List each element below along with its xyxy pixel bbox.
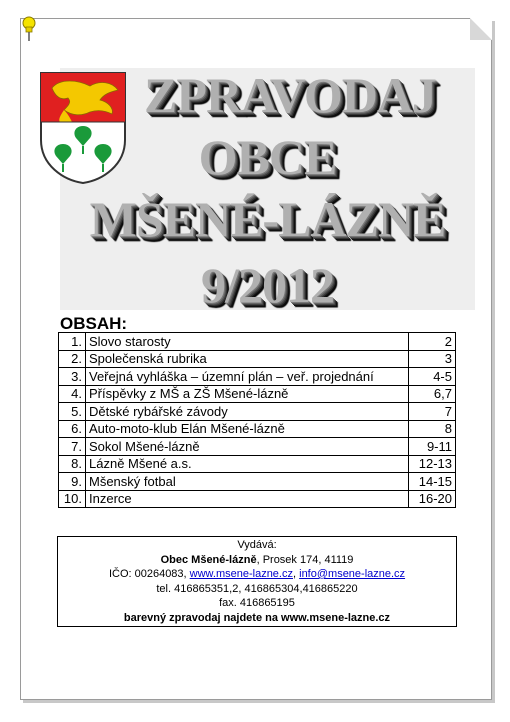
toc-row <box>59 350 456 368</box>
toc-row <box>59 368 456 386</box>
toc-number: 4. <box>59 385 86 403</box>
toc-row <box>59 333 456 351</box>
pushpin-icon <box>20 16 38 42</box>
toc-pages: 8 <box>409 420 456 438</box>
toc-number: 5. <box>59 403 86 421</box>
toc-number: 10. <box>59 490 86 508</box>
toc-row <box>59 473 456 491</box>
toc-pages: 14-15 <box>409 473 456 491</box>
toc-pages: 9-11 <box>409 438 456 456</box>
toc-title: Sokol Mšené-lázně <box>86 438 409 456</box>
toc-row <box>59 385 456 403</box>
toc-title: Společenská rubrika <box>86 350 409 368</box>
title-line-2: OBCE <box>198 129 337 185</box>
toc-number: 3. <box>59 368 86 386</box>
publisher-label: Vydává: <box>237 539 277 551</box>
publisher-note: barevný zpravodaj najdete na www.msene-lazne.cz <box>123 611 391 624</box>
toc-number: 1. <box>59 333 86 351</box>
coat-of-arms <box>38 70 128 185</box>
toc-pages: 3 <box>409 350 456 368</box>
publisher-ico: IČO: 00264083, <box>108 568 190 580</box>
toc-number: 6. <box>59 420 86 438</box>
toc-number: 8. <box>59 455 86 473</box>
toc-title: Mšenský fotbal <box>86 473 409 491</box>
link-separator: , <box>293 568 300 580</box>
email-link[interactable]: info@msene-lazne.cz <box>299 568 406 580</box>
toc-title: Příspěvky z MŠ a ZŠ Mšené-lázně <box>86 385 409 403</box>
toc-row <box>59 420 456 438</box>
toc-pages: 2 <box>409 333 456 351</box>
publisher-address: , Prosek 174, 41119 <box>256 553 354 566</box>
publisher-name: Obec Mšené-lázně <box>160 553 257 566</box>
toc-title: Inzerce <box>86 490 409 508</box>
contents-table <box>58 332 456 508</box>
toc-pages: 16-20 <box>409 490 456 508</box>
toc-title: Dětské rybářské závody <box>86 403 409 421</box>
page-fold <box>470 18 492 40</box>
toc-title: Slovo starosty <box>86 333 409 351</box>
toc-pages: 7 <box>409 403 456 421</box>
website-link[interactable]: www.msene-lazne.cz <box>189 568 293 580</box>
toc-row <box>59 438 456 456</box>
publisher-box <box>57 536 457 627</box>
toc-row <box>59 490 456 508</box>
publisher-tel: tel. 416865351,2, 416865304,416865220 <box>156 582 358 595</box>
publisher-contact-line <box>58 567 456 582</box>
toc-pages: 6,7 <box>409 385 456 403</box>
publisher-address-line <box>58 553 456 568</box>
toc-title: Auto-moto-klub Elán Mšené-lázně <box>86 420 409 438</box>
title-line-4: 9/2012 <box>201 257 334 313</box>
toc-number: 9. <box>59 473 86 491</box>
title-line-3: MŠENÉ-LÁZNĚ <box>89 191 446 247</box>
toc-pages: 4-5 <box>409 368 456 386</box>
contents-heading: OBSAH: <box>60 314 128 333</box>
toc-pages: 12-13 <box>409 455 456 473</box>
toc-number: 2. <box>59 350 86 368</box>
toc-row <box>59 455 456 473</box>
toc-title: Veřejná vyhláška – územní plán – veř. projednání <box>86 368 409 386</box>
title-line-1: ZPRAVODAJ <box>144 67 436 123</box>
publisher-fax: fax. 416865195 <box>219 597 295 609</box>
toc-title: Lázně Mšené a.s. <box>86 455 409 473</box>
toc-row <box>59 403 456 421</box>
toc-number: 7. <box>59 438 86 456</box>
